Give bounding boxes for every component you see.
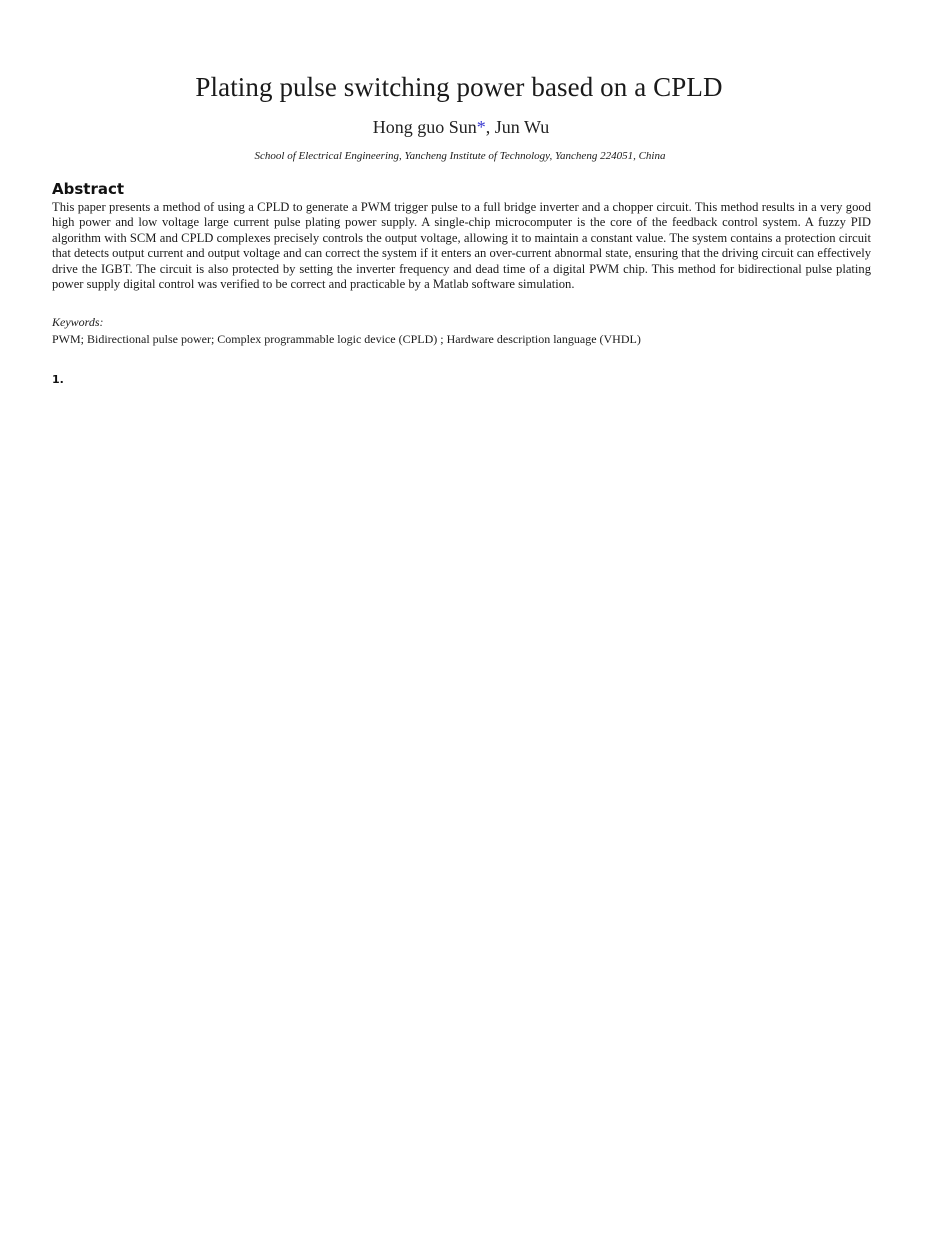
- author-affiliation: School of Electrical Engineering, Yancheng Institute of Technology, Yancheng 224051, China: [254, 150, 666, 162]
- keywords-label: Keywords:: [52, 315, 104, 329]
- paper-title: Plating pulse switching power based on a CPLD: [195, 72, 723, 102]
- author-name: Hong guo Sun: [372, 117, 477, 137]
- abstract-text: This paper presents a method of using a CPLD to generate a PWM trigger pulse to a full bridge inverter and a chopper circuit. This method results in a very good high power and low voltage large current pulse plating power supply. A single-chip microcomputer is the core of the feedback control system. A fuzzy PID algorithm with SCM and CPLD complexes precisely controls the output voltage, allowing it to maintain a constant value. The system contains a protection circuit that detects output current and output voltage and can correct the system if it enters an over-current abnormal state, ensuring that the driving circuit can effectively drive the IGBT. The circuit is also protected by setting the inverter frequency and dead time of a digital PWM chip. This method for bidirectional pulse plating power supply digital control was verified to be correct and practicable by a Matlab software simulation.: [52, 200, 871, 292]
- author-line: [0, 117, 922, 138]
- corresponding-author-mark[interactable]: *: [476, 117, 486, 137]
- author-name: Jun Wu: [494, 117, 550, 137]
- author-separator: ,: [485, 117, 495, 137]
- keywords-list: PWM; Bidirectional pulse power; Complex programmable logic device (CPLD) ; Hardware description language (VHDL): [52, 332, 641, 346]
- abstract-heading: Abstract: [52, 180, 125, 198]
- section-number: 1.: [52, 373, 64, 386]
